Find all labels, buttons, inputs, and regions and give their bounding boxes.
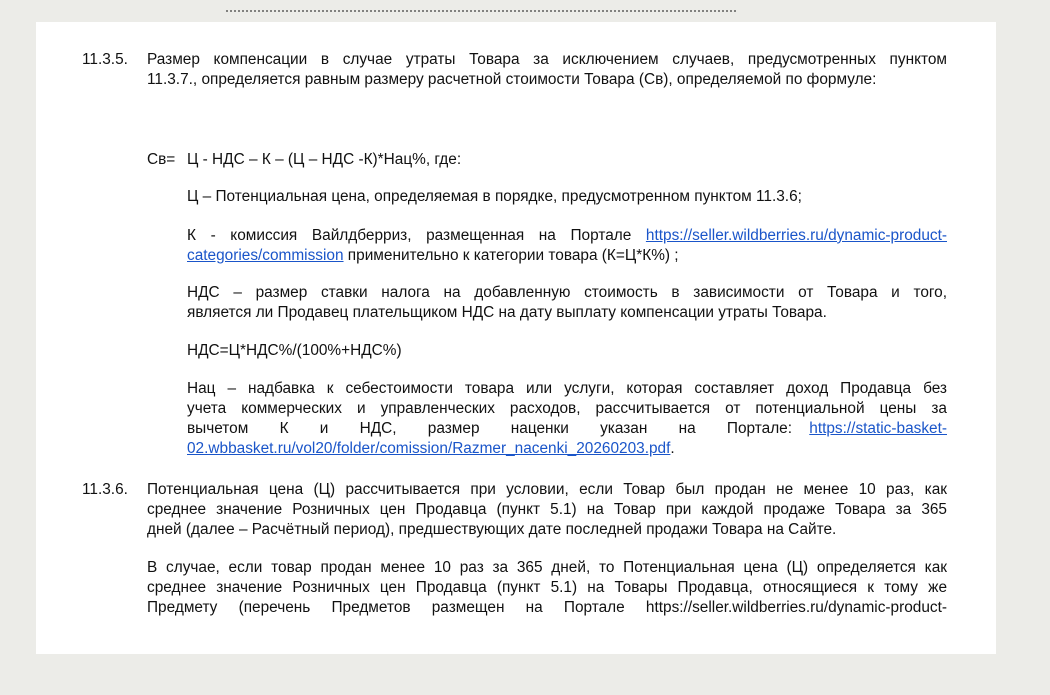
- clause-11-3-5-line-1: Размер компенсации в случае утраты Товара за исключением случаев, предусмотренных пунктом: [147, 51, 947, 68]
- nds-formula: НДС=Ц*НДС%/(100%+НДС%): [187, 342, 402, 359]
- definition-c: Ц – Потенциальная цена, определяемая в порядке, предусмотренном пунктом 11.3.6;: [187, 188, 802, 205]
- commission-link-continued[interactable]: categories/commission: [187, 247, 344, 264]
- clause-11-3-5-line-2: 11.3.7., определяется равным размеру расчетной стоимости Товара (Св), определяемой по формуле:: [147, 71, 877, 88]
- commission-link[interactable]: https://seller.wildberries.ru/dynamic-product-: [645, 227, 947, 244]
- clause-11-3-6-p2-line-3: Предмету (перечень Предметов размещен на Портале https://seller.wildberries.ru/dynamic-product-: [147, 599, 947, 616]
- definition-k-line-1: [187, 226, 947, 246]
- definition-nac-line-4: [187, 439, 947, 459]
- definition-nac-line-2: учета коммерческих и управленческих расходов, рассчитывается от потенциальной цены за: [187, 400, 947, 417]
- definition-k-line-2: [187, 246, 947, 266]
- clause-number-11-3-6: 11.3.6.: [82, 481, 128, 498]
- formula-label: Св=: [147, 151, 176, 168]
- definition-nac-line-3-text: вычетом К и НДС, размер наценки указан на Портале:: [187, 420, 793, 437]
- definition-k-prefix: К - комиссия Вайлдберриз, размещенная на Портале: [187, 227, 646, 244]
- definition-nac-end: .: [670, 440, 675, 457]
- definition-nds-line-2: является ли Продавец плательщиком НДС на дату выплату компенсации утраты Товара.: [187, 304, 827, 321]
- document-page: [36, 22, 996, 654]
- markup-link-continued[interactable]: 02.wbbasket.ru/vol20/folder/comission/Razmer_nacenki_20260203.pdf: [187, 440, 671, 457]
- clause-11-3-6-p2-line-1: В случае, если товар продан менее 10 раз за 365 дней, то Потенциальная цена (Ц) определяется как: [147, 559, 947, 576]
- definition-nac-line-1: Нац – надбавка к себестоимости товара или услуги, которая составляет доход Продавца без: [187, 380, 947, 397]
- clause-11-3-6-p1-line-3: дней (далее – Расчётный период), предшествующих дате последней продажи Товара на Сайте.: [147, 521, 837, 538]
- previous-page-cut-text: [36, 0, 996, 22]
- clause-11-3-6-p2-line-2: среднее значение Розничных цен Продавца (пункт 5.1) на Товары Продавца, относящиеся к тому же: [147, 579, 947, 596]
- definition-nac-line-3: [187, 419, 947, 439]
- formula-expression: Ц - НДС – К – (Ц – НДС -К)*Нац%, где:: [187, 151, 462, 168]
- definition-k-suffix: применительно к категории товара (К=Ц*К%) ;: [343, 247, 679, 264]
- definition-nds-line-1: НДС – размер ставки налога на добавленную стоимость в зависимости от Товара и того,: [187, 284, 947, 301]
- clause-11-3-6-p1-line-2: среднее значение Розничных цен Продавца (пункт 5.1) на Товар при каждой продаже Товара за 365: [147, 501, 947, 518]
- clause-11-3-6-p1-line-1: Потенциальная цена (Ц) рассчитывается при условии, если Товар был продан не менее 10 раз, как: [147, 481, 947, 498]
- markup-link[interactable]: https://static-basket-: [809, 420, 947, 437]
- clause-number-11-3-5: 11.3.5.: [82, 51, 128, 68]
